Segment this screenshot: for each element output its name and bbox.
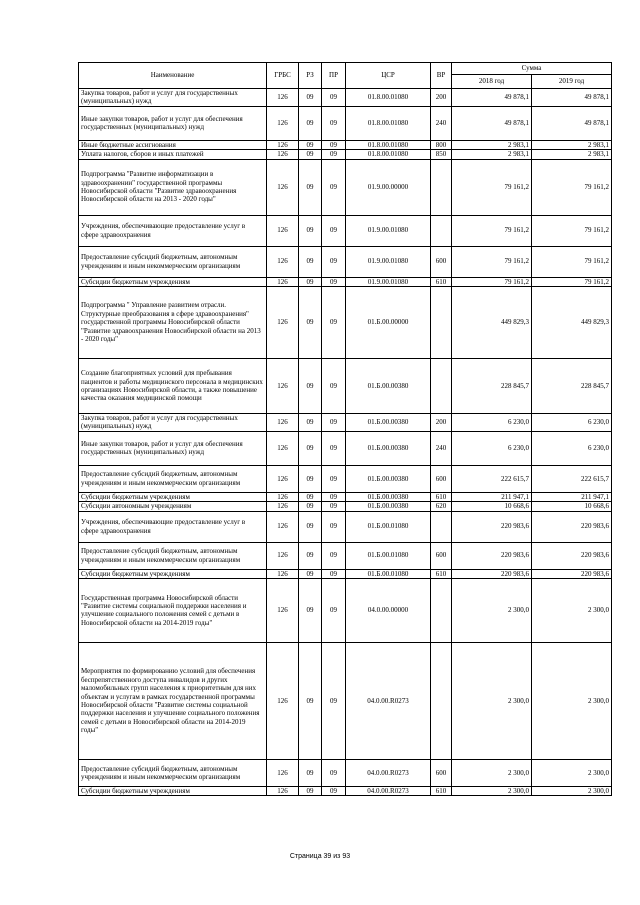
- cell-2019: 79 161,2: [532, 246, 612, 277]
- cell-pr: 09: [322, 106, 346, 140]
- header-grbs: ГРБС: [267, 63, 299, 89]
- cell-2018: 2 983,1: [452, 140, 532, 149]
- cell-name: Субсидии бюджетным учреждениям: [79, 492, 267, 501]
- header-csr: ЦСР: [346, 63, 431, 89]
- cell-grbs: 126: [267, 786, 299, 795]
- cell-2019: 6 230,0: [532, 413, 612, 431]
- cell-rz: 09: [299, 215, 322, 246]
- table-row: [79, 465, 612, 492]
- cell-csr: 01.Б.00.00380: [346, 413, 431, 431]
- cell-rz: 09: [299, 511, 322, 542]
- cell-2018: 2 300,0: [452, 642, 532, 759]
- cell-2018: 220 983,6: [452, 542, 532, 569]
- cell-pr: 09: [322, 502, 346, 511]
- cell-vr: 600: [431, 246, 452, 277]
- cell-rz: 09: [299, 569, 322, 578]
- cell-csr: 01.9.00.00000: [346, 159, 431, 215]
- cell-csr: 01.8.00.01080: [346, 89, 431, 107]
- header-vr: ВР: [431, 63, 452, 89]
- cell-2019: 220 983,6: [532, 542, 612, 569]
- cell-csr: 04.0.00.R0273: [346, 759, 431, 786]
- cell-grbs: 126: [267, 569, 299, 578]
- cell-grbs: 126: [267, 431, 299, 465]
- cell-vr: 600: [431, 759, 452, 786]
- cell-vr: 600: [431, 465, 452, 492]
- cell-csr: 01.Б.00.00380: [346, 465, 431, 492]
- cell-rz: 09: [299, 492, 322, 501]
- table-row: [79, 89, 612, 107]
- cell-pr: 09: [322, 759, 346, 786]
- cell-grbs: 126: [267, 578, 299, 642]
- cell-grbs: 126: [267, 511, 299, 542]
- cell-vr: 200: [431, 413, 452, 431]
- cell-name: Субсидии бюджетным учреждениям: [79, 277, 267, 286]
- cell-rz: 09: [299, 286, 322, 358]
- cell-vr: 610: [431, 492, 452, 501]
- cell-pr: 09: [322, 413, 346, 431]
- table-row: [79, 502, 612, 511]
- cell-vr: 200: [431, 89, 452, 107]
- cell-vr: [431, 578, 452, 642]
- cell-2018: 49 878,1: [452, 89, 532, 107]
- table-row: [79, 215, 612, 246]
- table-row: [79, 492, 612, 501]
- cell-name: Предоставление субсидий бюджетным, автономным учреждениям и иным некоммерческим организациям: [79, 246, 267, 277]
- cell-2019: 228 845,7: [532, 358, 612, 413]
- header-2018: 2018 год: [452, 75, 532, 89]
- cell-pr: 09: [322, 159, 346, 215]
- cell-csr: 01.9.00.01080: [346, 246, 431, 277]
- table-body: [79, 89, 612, 796]
- cell-rz: 09: [299, 786, 322, 795]
- cell-name: Государственная программа Новосибирской области "Развитие системы социальной поддержки населения и улучшение социального положения семей с детьми в Новосибирской области на 2014-2019 годы": [79, 578, 267, 642]
- cell-vr: [431, 286, 452, 358]
- cell-grbs: 126: [267, 286, 299, 358]
- cell-vr: 610: [431, 569, 452, 578]
- cell-vr: [431, 159, 452, 215]
- cell-vr: 600: [431, 542, 452, 569]
- cell-vr: 620: [431, 502, 452, 511]
- cell-name: Предоставление субсидий бюджетным, автономным учреждениям и иным некоммерческим организациям: [79, 465, 267, 492]
- cell-grbs: 126: [267, 246, 299, 277]
- cell-pr: 09: [322, 465, 346, 492]
- cell-2018: 2 300,0: [452, 759, 532, 786]
- cell-grbs: 126: [267, 106, 299, 140]
- cell-pr: 09: [322, 542, 346, 569]
- budget-table: [78, 62, 612, 796]
- cell-2018: 220 983,6: [452, 569, 532, 578]
- cell-name: Мероприятия по формированию условий для обеспечения беспрепятственного доступа инвалидов и других маломобильных групп населения к приоритетным для них объектам и услугам в рамках государственной программы Новосибирской области "Развитие системы социальной поддержки населения и улучшение социального положения семей с детьми в Новосибирской области на 2014-2019 годы": [79, 642, 267, 759]
- cell-2018: 2 300,0: [452, 578, 532, 642]
- cell-pr: 09: [322, 786, 346, 795]
- page-footer: Страница 39 из 93: [289, 853, 351, 860]
- cell-rz: 09: [299, 465, 322, 492]
- cell-2019: 79 161,2: [532, 215, 612, 246]
- cell-2019: 211 947,1: [532, 492, 612, 501]
- cell-grbs: 126: [267, 465, 299, 492]
- header-sum: Сумма: [452, 63, 612, 75]
- cell-pr: 09: [322, 140, 346, 149]
- cell-grbs: 126: [267, 759, 299, 786]
- cell-grbs: 126: [267, 542, 299, 569]
- cell-grbs: 126: [267, 277, 299, 286]
- cell-2019: 2 983,1: [532, 150, 612, 159]
- table-row: [79, 159, 612, 215]
- cell-grbs: 126: [267, 215, 299, 246]
- cell-vr: 850: [431, 150, 452, 159]
- cell-2019: 49 878,1: [532, 89, 612, 107]
- cell-csr: 01.Б.00.00000: [346, 286, 431, 358]
- cell-2019: 79 161,2: [532, 277, 612, 286]
- cell-csr: 01.Б.00.00380: [346, 431, 431, 465]
- cell-2019: 222 615,7: [532, 465, 612, 492]
- cell-pr: 09: [322, 150, 346, 159]
- cell-2018: 2 300,0: [452, 786, 532, 795]
- cell-2019: 2 300,0: [532, 759, 612, 786]
- cell-name: Предоставление субсидий бюджетным, автономным учреждениям и иным некоммерческим организациям: [79, 542, 267, 569]
- cell-2018: 228 845,7: [452, 358, 532, 413]
- cell-2018: 211 947,1: [452, 492, 532, 501]
- cell-2019: 2 300,0: [532, 786, 612, 795]
- cell-2018: 222 615,7: [452, 465, 532, 492]
- cell-vr: [431, 511, 452, 542]
- cell-2019: 2 300,0: [532, 642, 612, 759]
- cell-name: Создание благоприятных условий для пребывания пациентов и работы медицинского персонала в медицинских организациях Новосибирской области, а также повышение качества оказания медицинской помощи: [79, 358, 267, 413]
- cell-2018: 79 161,2: [452, 159, 532, 215]
- cell-rz: 09: [299, 89, 322, 107]
- table-row: [79, 358, 612, 413]
- cell-pr: 09: [322, 215, 346, 246]
- cell-2019: 10 668,6: [532, 502, 612, 511]
- cell-name: Закупка товаров, работ и услуг для государственных (муниципальных) нужд: [79, 413, 267, 431]
- cell-csr: 01.Б.00.01080: [346, 569, 431, 578]
- cell-rz: 09: [299, 642, 322, 759]
- cell-pr: 09: [322, 246, 346, 277]
- table-row: [79, 140, 612, 149]
- cell-vr: 610: [431, 277, 452, 286]
- header-pr: ПР: [322, 63, 346, 89]
- cell-vr: [431, 642, 452, 759]
- cell-name: Предоставление субсидий бюджетным, автономным учреждениям и иным некоммерческим организациям: [79, 759, 267, 786]
- table-row: [79, 542, 612, 569]
- cell-2018: 6 230,0: [452, 413, 532, 431]
- cell-2018: 220 983,6: [452, 511, 532, 542]
- cell-grbs: 126: [267, 502, 299, 511]
- cell-grbs: 126: [267, 150, 299, 159]
- cell-csr: 04.0.00.R0273: [346, 642, 431, 759]
- cell-pr: 09: [322, 358, 346, 413]
- cell-rz: 09: [299, 578, 322, 642]
- cell-pr: 09: [322, 286, 346, 358]
- cell-2018: 6 230,0: [452, 431, 532, 465]
- cell-name: Иные закупки товаров, работ и услуг для обеспечения государственных (муниципальных) нужд: [79, 431, 267, 465]
- cell-csr: 01.Б.00.01080: [346, 511, 431, 542]
- table-row: [79, 759, 612, 786]
- table-row: [79, 246, 612, 277]
- table-row: [79, 106, 612, 140]
- cell-name: Учреждения, обеспечивающие предоставление услуг в сфере здравоохранения: [79, 215, 267, 246]
- cell-rz: 09: [299, 246, 322, 277]
- table-row: [79, 150, 612, 159]
- cell-2019: 449 829,3: [532, 286, 612, 358]
- cell-csr: 04.0.00.00000: [346, 578, 431, 642]
- cell-name: Подпрограмма "Развитие информатизации в здравоохранении" государственной программы Новосибирской области "Развитие здравоохранения Новосибирской области на 2013 - 2020 годы": [79, 159, 267, 215]
- cell-2019: 49 878,1: [532, 106, 612, 140]
- table-row: [79, 413, 612, 431]
- cell-rz: 09: [299, 277, 322, 286]
- cell-rz: 09: [299, 502, 322, 511]
- cell-rz: 09: [299, 358, 322, 413]
- cell-grbs: 126: [267, 358, 299, 413]
- cell-2019: 220 983,6: [532, 569, 612, 578]
- cell-vr: 240: [431, 106, 452, 140]
- cell-csr: 04.0.00.R0273: [346, 786, 431, 795]
- table-row: [79, 642, 612, 759]
- cell-rz: 09: [299, 759, 322, 786]
- cell-rz: 09: [299, 106, 322, 140]
- cell-rz: 09: [299, 159, 322, 215]
- cell-csr: 01.Б.00.00380: [346, 492, 431, 501]
- cell-2019: 2 300,0: [532, 578, 612, 642]
- table-row: [79, 277, 612, 286]
- cell-pr: 09: [322, 89, 346, 107]
- cell-2019: 2 983,1: [532, 140, 612, 149]
- cell-grbs: 126: [267, 140, 299, 149]
- header-rz: РЗ: [299, 63, 322, 89]
- cell-name: Субсидии бюджетным учреждениям: [79, 786, 267, 795]
- cell-name: Иные закупки товаров, работ и услуг для обеспечения государственных (муниципальных) нужд: [79, 106, 267, 140]
- cell-rz: 09: [299, 150, 322, 159]
- table-row: [79, 511, 612, 542]
- cell-name: Закупка товаров, работ и услуг для государственных (муниципальных) нужд: [79, 89, 267, 107]
- cell-2019: 6 230,0: [532, 431, 612, 465]
- cell-grbs: 126: [267, 413, 299, 431]
- cell-grbs: 126: [267, 89, 299, 107]
- cell-pr: 09: [322, 277, 346, 286]
- cell-name: Уплата налогов, сборов и иных платежей: [79, 150, 267, 159]
- cell-name: Субсидии автономным учреждениям: [79, 502, 267, 511]
- cell-csr: 01.Б.00.00380: [346, 358, 431, 413]
- cell-vr: 610: [431, 786, 452, 795]
- cell-csr: 01.Б.00.00380: [346, 502, 431, 511]
- table-row: [79, 578, 612, 642]
- cell-pr: 09: [322, 431, 346, 465]
- table-row: [79, 431, 612, 465]
- cell-grbs: 126: [267, 492, 299, 501]
- cell-name: Подпрограмма " Управление развитием отрасли. Структурные преобразования в сфере здравоохранения" государственной программы Новосибирской области "Развитие здравоохранения Новосибирской области на 2013 - 2020 годы": [79, 286, 267, 358]
- cell-2018: 79 161,2: [452, 246, 532, 277]
- cell-pr: 09: [322, 642, 346, 759]
- cell-2018: 49 878,1: [452, 106, 532, 140]
- cell-csr: 01.9.00.01080: [346, 215, 431, 246]
- cell-rz: 09: [299, 542, 322, 569]
- table-row: [79, 286, 612, 358]
- cell-pr: 09: [322, 511, 346, 542]
- cell-2018: 449 829,3: [452, 286, 532, 358]
- cell-csr: 01.9.00.01080: [346, 277, 431, 286]
- cell-rz: 09: [299, 413, 322, 431]
- cell-2018: 79 161,2: [452, 215, 532, 246]
- cell-2018: 10 668,6: [452, 502, 532, 511]
- table-row: [79, 569, 612, 578]
- cell-csr: 01.Б.00.01080: [346, 542, 431, 569]
- cell-csr: 01.8.00.01080: [346, 106, 431, 140]
- header-2019: 2019 год: [532, 75, 612, 89]
- cell-vr: 800: [431, 140, 452, 149]
- cell-rz: 09: [299, 140, 322, 149]
- cell-name: Учреждения, обеспечивающие предоставление услуг в сфере здравоохранения: [79, 511, 267, 542]
- cell-pr: 09: [322, 492, 346, 501]
- cell-2019: 220 983,6: [532, 511, 612, 542]
- cell-rz: 09: [299, 431, 322, 465]
- cell-2019: 79 161,2: [532, 159, 612, 215]
- cell-vr: [431, 358, 452, 413]
- cell-pr: 09: [322, 578, 346, 642]
- cell-csr: 01.8.00.01080: [346, 150, 431, 159]
- cell-vr: [431, 215, 452, 246]
- cell-name: Иные бюджетные ассигнования: [79, 140, 267, 149]
- cell-grbs: 126: [267, 159, 299, 215]
- cell-pr: 09: [322, 569, 346, 578]
- table-row: [79, 786, 612, 795]
- cell-name: Субсидии бюджетным учреждениям: [79, 569, 267, 578]
- header-name: Наименование: [79, 63, 267, 89]
- cell-csr: 01.8.00.01080: [346, 140, 431, 149]
- cell-2018: 2 983,1: [452, 150, 532, 159]
- cell-vr: 240: [431, 431, 452, 465]
- cell-2018: 79 161,2: [452, 277, 532, 286]
- cell-grbs: 126: [267, 642, 299, 759]
